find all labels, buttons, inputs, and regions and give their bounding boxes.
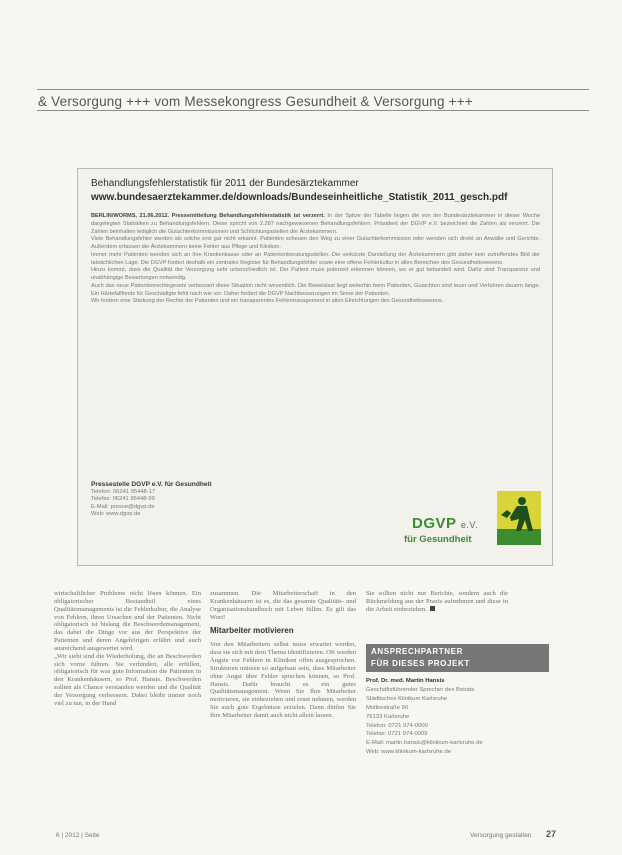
article-column-3 <box>366 590 508 630</box>
footer-left: 6 | 2012 | Seite <box>56 832 100 839</box>
end-mark-icon <box>430 606 435 611</box>
article-paragraph: „Wir sieht sind die Wiederholung, die an Beschwerden sich vorne führen. Sie verhindert, alle erfüllen, obligatorisch für was gute Information die Patienten in den Krankenhäusern, so Prof. Hansis. Beschwerden sollten als Chance verstanden werden und die Qualität der Versorgung verbessern. Dabei bleibt immer noch viel zu tun, in der Hand <box>54 652 201 707</box>
box-intro: In der Spitze der Tabelle liegen die von der Bundesärztekammer in dieser Woche dargelegten Statistiken zu Behandlungsfehlern. Diese spricht von 2.287 nachgewiesenen Behandlungsfehlern. Präsident der DGVP e.V. bezeichnet die Zahlen als verzerrt. Die Zahlen beinhalten lediglich die Gutachterkommissionen und Schlichtungsstellen der Ärztekammern. <box>91 213 540 235</box>
sidebar-contact-email[interactable]: E-Mail: martin.hansis@klinikum-karlsruhe.de <box>366 740 483 747</box>
sidebar-contact-name: Prof. Dr. med. Martin Hansis <box>366 678 445 684</box>
box-paragraph: Viele Behandlungsfehler werden als solche erst gar nicht erkannt. Patienten scheuen den Weg zu einer Gutachterkommission oder wenden sich direkt an Anwälte und Gerichte. Außerdem erfassen die Ärztekammern keine Fehler aus Pflege und Kliniken. <box>91 236 540 250</box>
article-subhead: Mitarbeiter motivieren <box>210 626 294 636</box>
article-paragraph: zusammen. Die Mitarbeiterschaft in den Krankenhäusern ist es, die das gesamte Qualitäts- und Organisationshandbuch mit Leben füllen. Es gilt das Wort! <box>210 590 356 621</box>
contact-fax: Telefax: 06241 95448-99 <box>91 496 155 503</box>
sidebar-contact-line: 76133 Karlsruhe <box>366 713 410 720</box>
contact-title: Pressestelle DGVP e.V. für Gesundheit <box>91 481 212 488</box>
contact-phone: Telefon: 06241 95448-17 <box>91 489 156 495</box>
contact-email[interactable]: E-Mail: presse@dgvp.de <box>91 503 155 510</box>
article-column-1 <box>54 590 201 825</box>
article-paragraph: wirtschaftlicher Probleme nicht lösen können. Ein obligatorischer Bestandteil eines Qualitätsmanagements ist die Fehlerkultur, die Analyse von Fehlern, ihren Ursachen und der Patienten. Nicht obligatorisch ist bislang die Beschwerdemanagement, das dabei die Dinge vor aus der Perspektive der Patienten und deren Angehörigen erfährt und auch ausreichend ausgewertet wird. <box>54 590 201 652</box>
dgvp-subtitle: für Gesundheit <box>404 534 472 545</box>
banner-headline: & Versorgung +++ vom Messekongress Gesundheit & Versorgung +++ <box>38 94 473 109</box>
press-contact <box>91 480 291 519</box>
sidebar-contact-line: Moltkestraße 90 <box>366 704 409 711</box>
dgvp-name: DGVP <box>412 515 457 532</box>
article-paragraph: Von den Mitarbeitern selbst muss erwartet werden, dass sie sich mit dem Thema identifizieren. Oft werden Ängste vor Fehlern in Kliniken offen ausgesprochen. Strukturen müssen so aufgebaut sein, dass Mitarbeiter ohne Angst über Fehler sprechen können, so Prof. Hansis. Dafür braucht es ein gutes Qualitätsmanagement. Wenn Sie Ihre Mitarbeiter motivieren, sie einbeziehen und ernst nehmen, werden Sie auch gute Ergebnisse erzielen. Dann dürfen Sie Ihre Mitarbeiter damit auch nicht allein lassen. <box>210 641 356 719</box>
top-rule <box>37 89 589 90</box>
box-paragraph: Hinzu kommt, dass die Qualität der Versorgung sehr unterschiedlich ist. Der Patient muss jederzeit erkennen können, wo er gut behandelt wird. Dafür sind Transparenz und unabhängige Bewertungen notwendig. <box>91 267 540 281</box>
box-lead: BERLIN/WORMS, 21.06.2012. Pressemitteilung Behandlungsfehlerstatistik ist verzerrt. <box>91 213 325 219</box>
box-paragraph: Auch das neue Patientenrechtegesetz verbessert diese Situation nicht wesentlich. Die Beweislast liegt weiterhin beim Patienten, Gutachten sind teuer und Verfahren dauern lange. Ein Härtefallfonds für Geschädigte fehlt nach wie vor. Daher fordert die DGVP Nachbesserungen im Sinne der Patienten. <box>91 282 540 297</box>
sidebar-title-line1: ANSPRECHPARTNER <box>371 647 463 656</box>
sidebar-contact-line: Telefax: 0721 974-0009 <box>366 731 428 738</box>
article-column-2 <box>210 590 356 825</box>
sidebar-contact-line: Telefon: 0721 974-0000 <box>366 722 428 729</box>
dgvp-logo-text <box>412 515 478 532</box>
dgvp-ev: e.V. <box>460 520 479 530</box>
box-paragraph: Immer mehr Patienten wenden sich an ihre Krankenkasse oder an Patientenberatungsstellen. Die verkürzte Darstellung der Ärztekammern gibt daher kein zutreffendes Bild der tatsächlichen Lage. Die DGVP fordert deshalb ein zentrales Register für Behandlungsfehler sowie eine offene Fehlerkultur in allen Bereichen des Gesundheitswesens. <box>91 251 540 266</box>
sidebar-title-line2: FÜR DIESES PROJEKT <box>371 659 470 668</box>
box-body <box>91 213 540 475</box>
sidebar-contact-line: Geschäftsführender Sprecher des Beirats <box>366 686 475 693</box>
banner-underline <box>37 110 589 111</box>
box-title: Behandlungsfehlerstatistik für 2011 der Bundesärztekammer <box>91 178 359 189</box>
dgvp-logo-icon <box>497 491 541 545</box>
article-paragraph: Sie sollten nicht nur Berichte, sondern auch die Rückmeldung aus der Praxis aufnehmen und diese in die Arbeit einbeziehen. <box>366 590 508 613</box>
contact-web[interactable]: Web: www.dgvp.de <box>91 511 141 518</box>
page-number: 27 <box>546 829 557 839</box>
sidebar-contact-line: Städtisches Klinikum Karlsruhe <box>366 695 448 702</box>
box-paragraph: Wir fordern eine Stärkung der Rechte der Patienten und ein transparentes Fehlermanagement in allen Einrichtungen des Gesundheitswesens. <box>91 298 444 305</box>
sidebar-contact <box>366 677 554 757</box>
sidebar-contact-web[interactable]: Web: www.klinikum-karlsruhe.de <box>366 749 452 756</box>
box-url-link[interactable]: www.bundesaerztekammer.de/downloads/Bundeseinheitliche_Statistik_2011_gesch.pdf <box>91 192 508 203</box>
footer-section: Versorgung gestalten <box>470 832 532 839</box>
contact-sidebar-header <box>366 644 549 672</box>
